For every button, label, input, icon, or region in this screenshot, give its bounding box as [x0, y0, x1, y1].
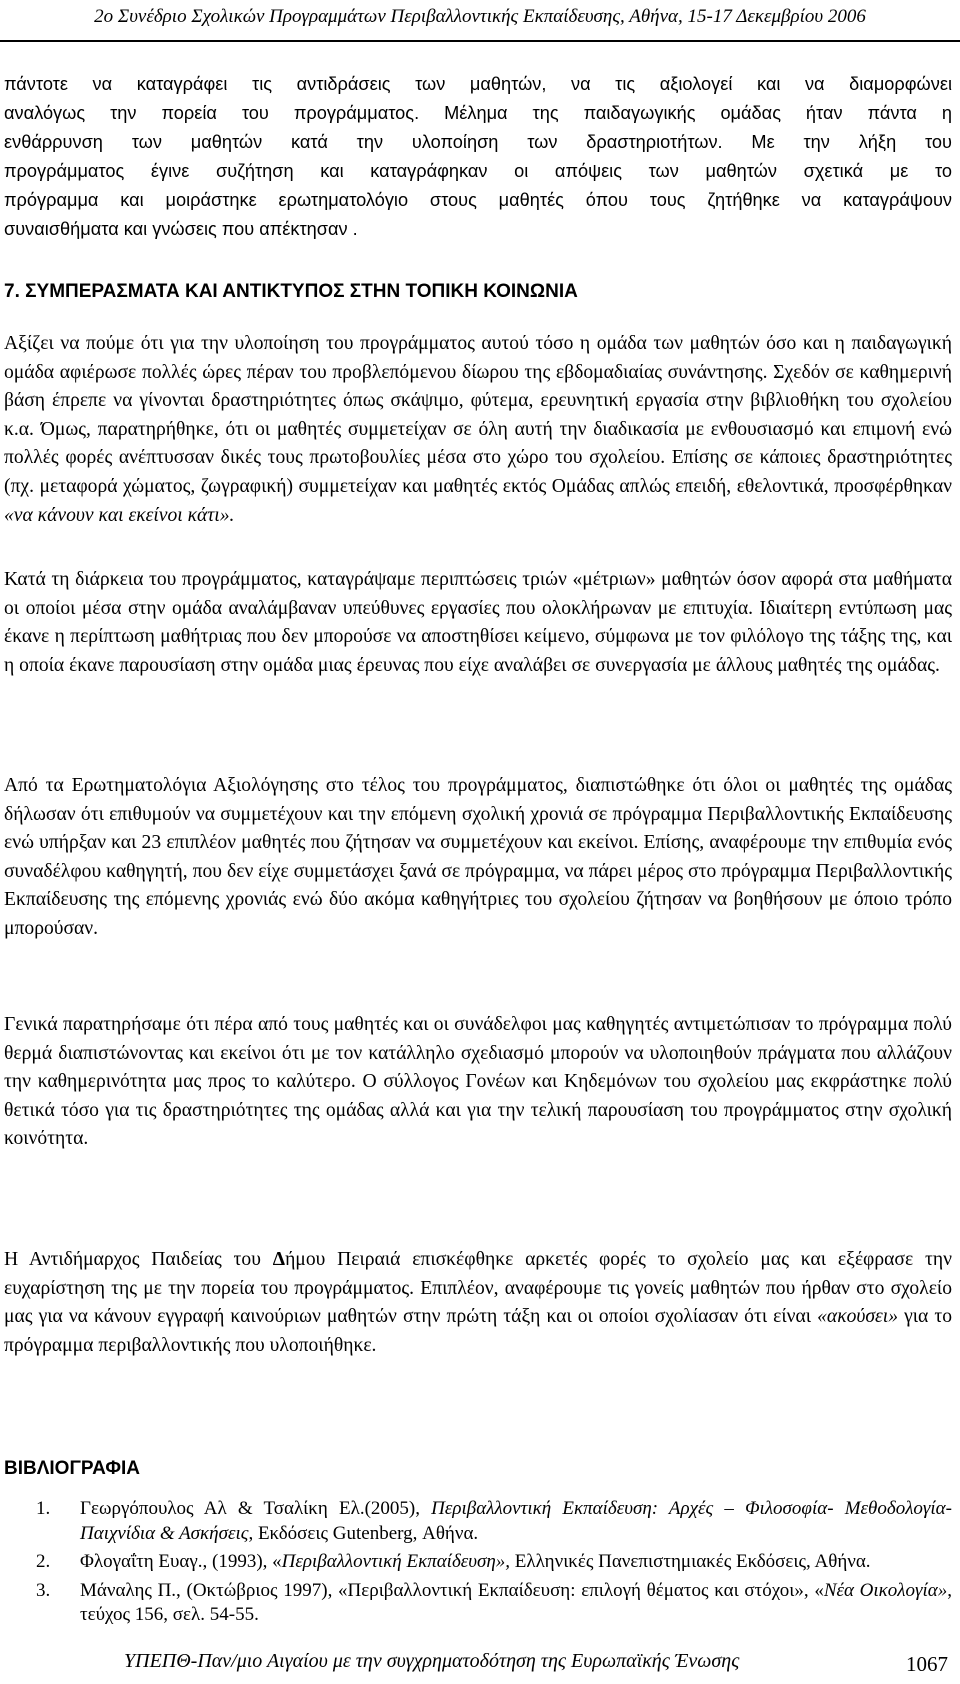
item-number: 2. — [36, 1551, 51, 1572]
paragraph-text: Αξίζει να πούμε ότι για την υλοποίηση του προγράμματος αυτού τόσο η ομάδα των μαθητών όσο και η παιδαγωγική ομάδα αφιέρωσε πολλές ώρες πέραν του προβλεπόμενου δίωρου της εβδομαδιαίας συνάντησης. Σχεδόν σε καθημερινή βάση έπρεπε να γίνονται δραστηριότητες όπως σκάψιμο, φύτεμα, ερευνητική εργασία στην βιβλιοθήκη του σχολείου κ.α. Όμως, παρατηρήθηκε, ότι οι μαθητές συμμετείχαν σε όλη αυτή την διαδικασία με ενθουσιασμό και επιμονή ενώ πολλές φορές ανέπτυσσαν δικές τους πρωτοβουλίες μέσα στο χώρο του σχολείου. Επίσης σε κάποιες δραστηριότητες (πχ. μεταφορά χώματος, ζωγραφική) συμμετείχαν και μαθητές εκτός Ομάδας απλώς επειδή, εθελοντικά, προσφέρθηκαν — [4, 333, 952, 497]
paragraph-conclusions — [4, 330, 952, 530]
intro-line: συναισθήματα και γνώσεις που απέκτησαν . — [4, 219, 358, 239]
paragraph-teachers — [4, 1011, 952, 1154]
item-number: 3. — [36, 1579, 51, 1601]
bold-letter: Δ — [272, 1249, 286, 1270]
bibliography-heading: ΒΙΒΛΙΟΓΡΑΦΙΑ — [4, 1458, 140, 1479]
running-header: 2ο Συνέδριο Σχολικών Προγραμμάτων Περιβαλλοντικής Εκπαίδευσης, Αθήνα, 15-17 Δεκεμβρίου 2006 — [94, 6, 866, 27]
bibliography-list — [0, 1497, 952, 1628]
footer-text: ΥΠΕΠΘ-Παν/μιο Αιγαίου με την συγχρηματοδότηση της Ευρωπαϊκής Ένωσης — [124, 1650, 740, 1672]
paragraph-questionnaires — [4, 772, 952, 944]
item-number: 1. — [36, 1498, 51, 1519]
page-number: 1067 — [906, 1652, 948, 1676]
paragraph-text: Γενικά παρατηρήσαμε ότι πέρα από τους μαθητές και οι συνάδελφοι μας καθηγητές αντιμετώπισαν το πρόγραμμα πολύ θερμά διαπιστώνοντας και εκείνοι ότι με τον κατάλληλο σχεδιασμό μπορούν να υλοποιηθούν πράγματα που αλλάζουν την καθημερινότητα μας προς το καλύτερο. Ο σύλλογος Γονέων και Κηδεμόνων του σχολείου μας εκφράστηκε πολύ θετικά τόσο για τις δραστηριότητες της ομάδας αλλά και για την τελική παρουσίαση του προγράμματος στην σχολική κοινότητα. — [4, 1014, 952, 1150]
section-heading: 7. ΣΥΜΠΕΡΑΣΜΑΤΑ ΚΑΙ ΑΝΤΙΚΤΥΠΟΣ ΣΤΗΝ ΤΟΠΙΚΗ ΚΟΙΝΩΝΙΑ — [4, 281, 578, 302]
intro-paragraph — [4, 70, 952, 244]
paragraph-quote: «να κάνουν και εκείνοι κάτι». — [4, 504, 235, 526]
paragraph-municipality: Η Αντιδήμαρχος Παιδείας του Δήμου Πειραιά επισκέφθηκε αρκετές φορές το σχολείο μας και εξέφρασε την ευχαρίστηση της με την πορεία του προγράμματος. Επιπλέον, αναφέρουμε τις γονείς μαθητών που ήρθαν στο σχολείο μας για να κάνουν εγγραφή καινούριων μαθητών στην πρώτη τάξη και οι οποίοι σχολίασαν ότι είναι «ακούσει» για το πρόγραμμα περιβαλλοντικής που υλοποιήθηκε. — [4, 1249, 953, 1356]
bibliography-item: 1. Γεωργόπουλος Αλ & Τσαλίκη Ελ.(2005), Περιβαλλοντική Εκπαίδευση: Αρχές – Φιλοσοφία- Μεθοδολογία- Παιχνίδια & Ασκήσεις, Εκδόσεις Gutenberg, Αθήνα. — [36, 1498, 952, 1544]
paragraph-text: Από τα Ερωτηματολόγια Αξιολόγησης στο τέλος του προγράμματος, διαπιστώθηκε ότι όλοι οι μαθητές της ομάδας δήλωσαν ότι επιθυμούν να συμμετέχουν και την επόμενη σχολική χρονιά σε πρόγραμμα Περιβαλλοντικής Εκπαίδευσης ενώ υπήρξαν και 23 επιπλέον μαθητές που ζήτησαν να συμμετέχουν και εκείνοι. Επίσης, αναφέρουμε την επιθυμία ενός συναδέλφου καθηγητή, που δεν είχε συμμετάσχει ξανά σε πρόγραμμα, να πάρει μέρος στο πρόγραμμα Περιβαλλοντικής Εκπαίδευσης της επόμενης χρονιάς ενώ δύο ακόμα καθηγήτριες του σχολείου ζήτησαν να βοηθήσουν με όποιο τρόπο μπορούσαν. — [4, 775, 952, 939]
paragraph-students — [4, 566, 952, 680]
paragraph-text: Κατά τη διάρκεια του προγράμματος, καταγράψαμε περιπτώσεις τριών «μέτριων» μαθητών όσον αφορά στα μαθήματα οι οποίοι μέσα στην ομάδα αναλάμβαναν υπεύθυνες εργασίες που ολοκλήρωναν με επιτυχία. Ιδιαίτερη εντύπωση μας έκανε η περίπτωση μαθήτριας που δεν μπορούσε να αποστηθίσει κείμενο, σύμφωνα με τον φιλόλογο της τάξης της, και η οποία έκανε παρουσίαση στην ομάδα μιας έρευνας που είχε αναλάβει σε συνεργασία με άλλους μαθητές της ομάδας. — [4, 569, 952, 676]
intro-line: προγράμματος έγινε συζήτηση και καταγράφηκαν οι απόψεις των μαθητών σχετικά με το — [4, 161, 952, 181]
intro-line: πρόγραμμα και μοιράστηκε ερωτηματολόγιο στους μαθητές όπου τους ζητήθηκε να καταγράψουν — [4, 190, 952, 210]
paragraph-quote: «ακούσει» — [817, 1306, 899, 1328]
header-rule — [0, 40, 960, 42]
intro-line: ενθάρρυνση των μαθητών κατά την υλοποίηση των δραστηριοτήτων. Με την λήξη του — [4, 132, 952, 152]
intro-line: πάντοτε να καταγράφει τις αντιδράσεις των μαθητών, να τις αξιολογεί και να διαμορφώνει — [4, 74, 952, 94]
bibliography-item: 2. Φλογαΐτη Ευαγ., (1993), «Περιβαλλοντική Εκπαίδευση», Ελληνικές Πανεπιστημιακές Εκδόσεις, Αθήνα. — [0, 1550, 952, 1575]
intro-line: αναλόγως την πορεία του προγράμματος. Μέλημα της παιδαγωγικής ομάδας ήταν πάντα η — [4, 103, 952, 123]
bibliography-item: 3. Μάναλης Π., (Οκτώβριος 1997), «Περιβαλλοντική Εκπαίδευση: επιλογή θέματος και στόχοι», «Νέα Οικολογία», τεύχος 156, σελ. 54-55. — [36, 1579, 952, 1625]
